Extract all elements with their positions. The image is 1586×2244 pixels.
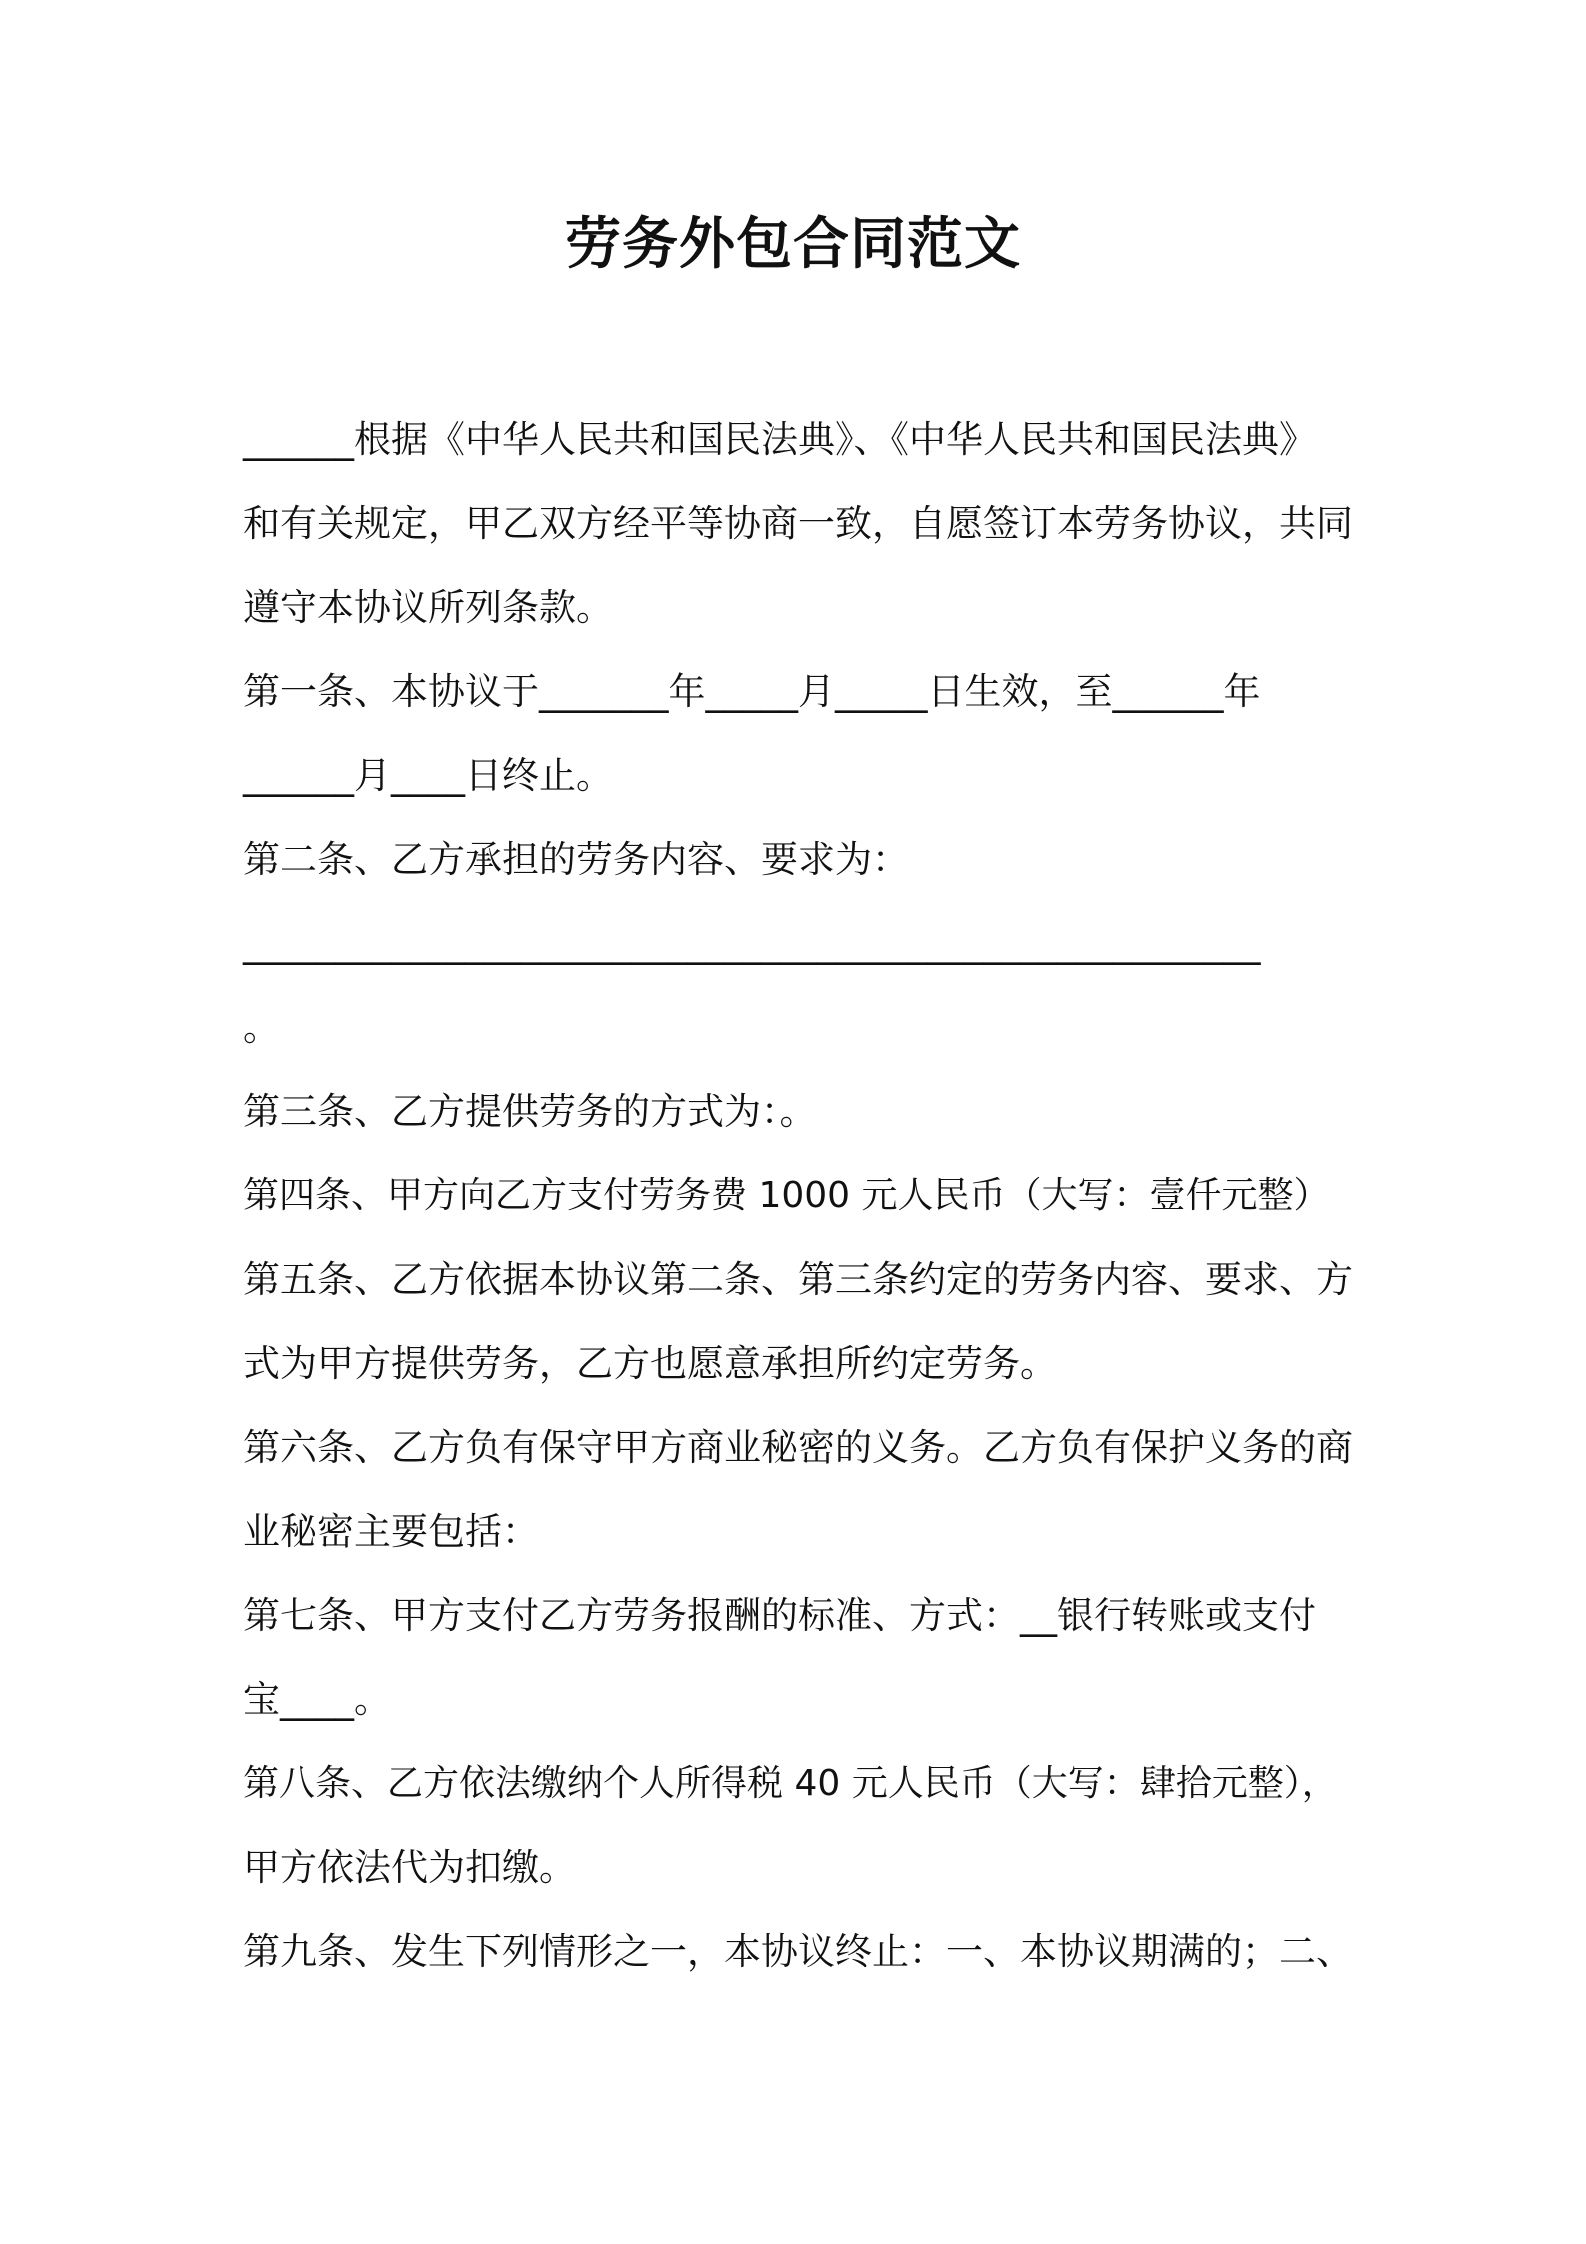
text-line: 业秘密主要包括：	[243, 1510, 539, 1553]
text-line: 第九条、发生下列情形之一，本协议终止：一、本协议期满的；二、	[243, 1930, 1353, 1973]
text-line: 第三条、乙方提供劳务的方式为：。	[243, 1090, 817, 1133]
text-line: 甲方依法代为扣缴。	[243, 1846, 576, 1889]
text-line: 第二条、乙方承担的劳务内容、要求为：	[243, 838, 909, 881]
text-line: 第七条、甲方支付乙方劳务报酬的标准、方式：__银行转账或支付	[243, 1594, 1316, 1637]
blank-fill-line: _______________________________________________________	[243, 922, 1261, 965]
text-line: ______根据《中华人民共和国民法典》、《中华人民共和国民法典》	[243, 418, 1316, 461]
text-line: 第六条、乙方负有保守甲方商业秘密的义务。乙方负有保护义务的商	[243, 1426, 1353, 1469]
text-line: 第五条、乙方依据本协议第二条、第三条约定的劳务内容、要求、方	[243, 1258, 1353, 1301]
text-line: 和有关规定，甲乙双方经平等协商一致，自愿签订本劳务协议，共同	[243, 502, 1353, 545]
text-line: 宝____。	[243, 1678, 391, 1721]
text-line: 。	[243, 1006, 280, 1049]
text-line: 第四条、甲方向乙方支付劳务费 1000 元人民币（大写：壹仟元整）	[243, 1175, 1330, 1216]
text-line: ______月____日终止。	[243, 754, 613, 797]
text-line: 第一条、本协议于_______年_____月_____日生效，至______年	[243, 670, 1261, 713]
text-line: 遵守本协议所列条款。	[243, 586, 613, 629]
document-title: 劳务外包合同范文	[565, 212, 1021, 277]
text-line: 第八条、乙方依法缴纳个人所得税 40 元人民币（大写：肆拾元整），	[243, 1763, 1338, 1804]
text-line: 式为甲方提供劳务，乙方也愿意承担所约定劳务。	[243, 1342, 1057, 1385]
document-body	[243, 398, 1353, 1994]
